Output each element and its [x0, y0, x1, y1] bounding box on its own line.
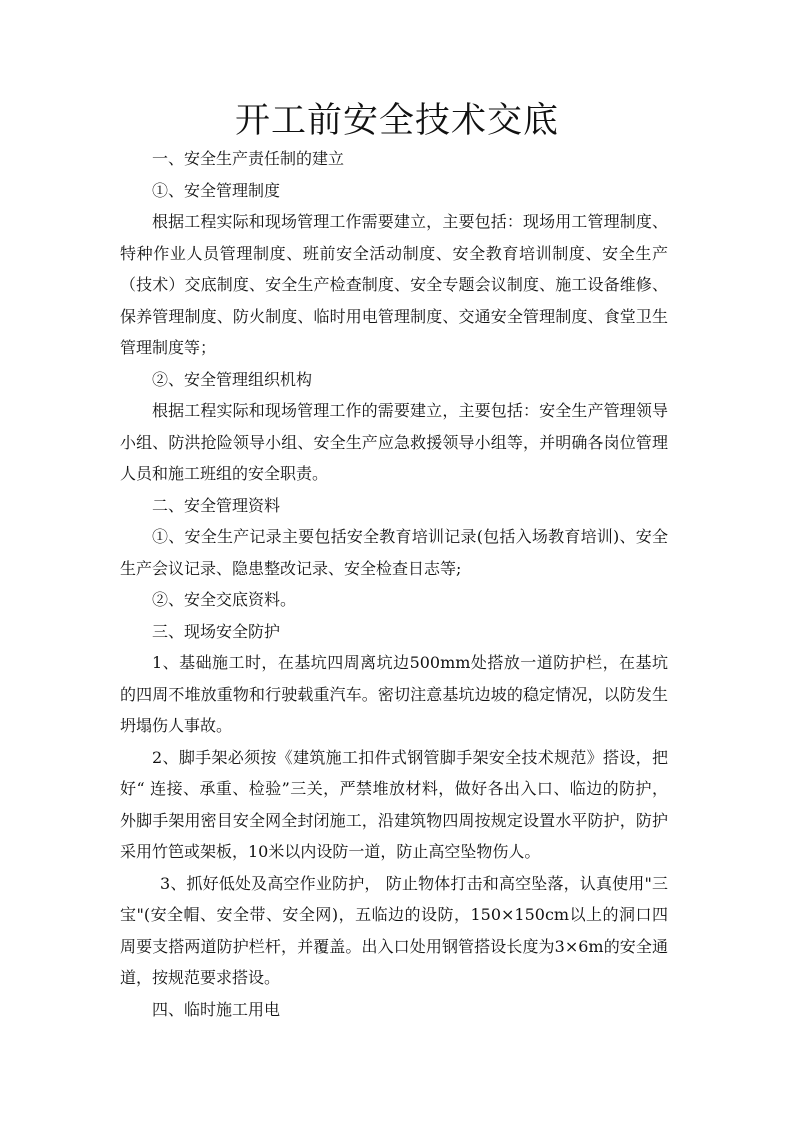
section-heading-3: 三、现场安全防护 — [152, 621, 281, 641]
section-heading-2: 二、安全管理资料 — [152, 495, 281, 515]
document-body — [120, 143, 668, 1025]
paragraph-safety-records: ①、安全生产记录主要包括安全教育培训记录(包括入场教育培训)、安全生产会议记录、隐患整改记录、安全检查日志等; — [120, 527, 668, 578]
paragraph-briefing-documents: ②、安全交底资料。 — [152, 590, 297, 609]
paragraph-height-protection: 3、抓好低处及高空作业防护， 防止物体打击和高空坠落，认真使用"三宝"(安全帽、安全带、安全网)，五临边的设防，150×150cm以上的洞口四周要支搭两道防护栏杆，并覆盖。出入口处用钢管搭设长度为3×6m的安全通道，按规范要求搭设。 — [120, 873, 668, 987]
section-heading-1: 一、安全生产责任制的建立 — [152, 149, 345, 168]
subheading-safety-management-system: ①、安全管理制度 — [152, 180, 281, 200]
document-title: 开工前安全技术交底 — [234, 101, 559, 141]
section-heading-4: 四、临时施工用电 — [152, 999, 281, 1019]
paragraph-management-systems: 根据工程实际和现场管理工作需要建立，主要包括：现场用工管理制度、特种作业人员管理制度、班前安全活动制度、安全教育培训制度、安全生产（技术）交底制度、安全生产检查制度、安全专题会议制度、施工设备维修、保养管理制度、防火制度、临时用电管理制度、交通安全管理制度、食堂卫生管理制度等； — [120, 212, 668, 357]
paragraph-organization: 根据工程实际和现场管理工作的需要建立，主要包括：安全生产管理领导小组、防洪抢险领导小组、安全生产应急救援领导小组等，并明确各岗位管理人员和施工班组的安全职责。 — [120, 401, 668, 483]
paragraph-foundation-pit: 1、基础施工时，在基坑四周离坑边500mm处搭放一道防护栏，在基坑的四周不堆放重物和行驶载重汽车。密切注意基坑边坡的稳定情况，以防发生坍塌伤人事故。 — [120, 653, 668, 735]
paragraph-scaffolding: 2、脚手架必须按《建筑施工扣件式钢管脚手架安全技术规范》搭设，把好“ 连接、承重、检验”三关，严禁堆放材料，做好各出入口、临边的防护，外脚手架用密目安全网全封闭施工，沿建筑物四周按规定设置水平防护，防护采用竹笆或架板，10米以内设防一道，防止高空坠物伤人。 — [120, 747, 668, 861]
subheading-safety-organization: ②、安全管理组织机构 — [152, 369, 313, 389]
